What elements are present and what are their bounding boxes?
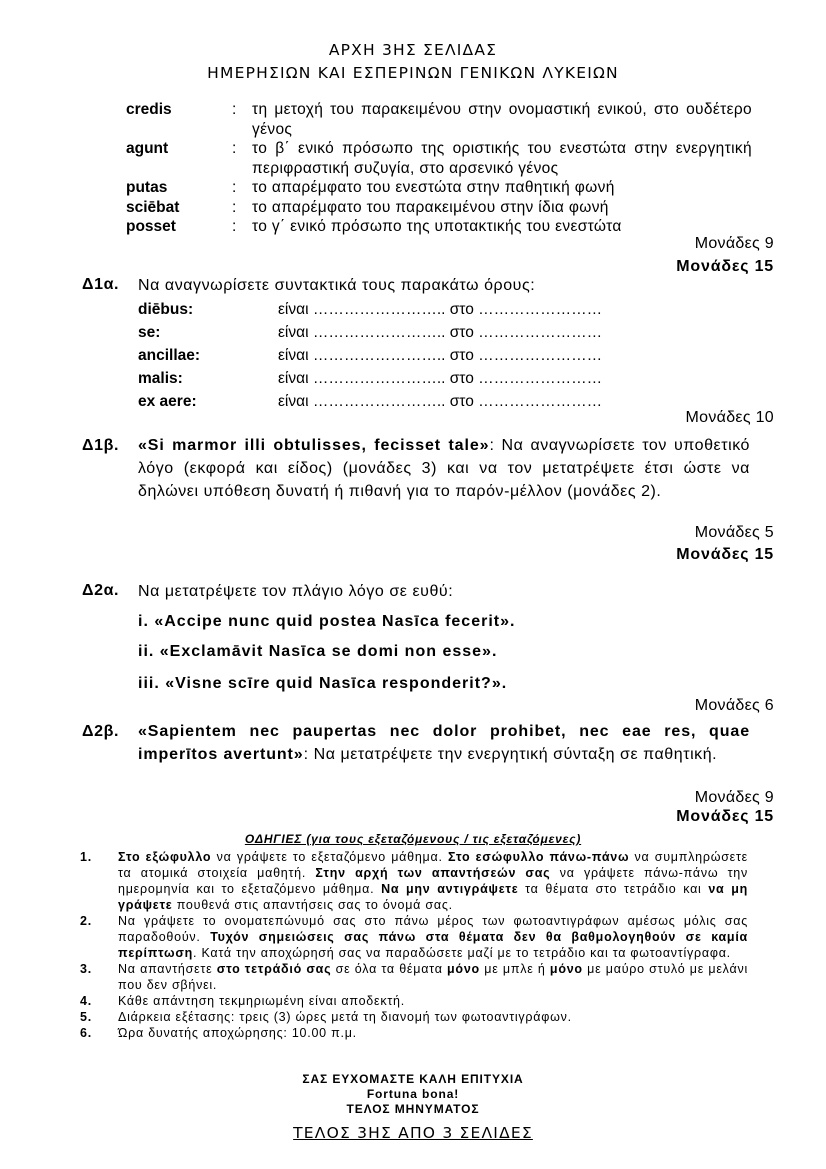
question-label-d1b: Δ1β.: [82, 437, 120, 454]
latin-sentence: iii. «Visne scīre quid Nasīca responderit?».: [138, 675, 508, 692]
closing-fortuna: Fortuna bona!: [366, 1087, 460, 1101]
monades-total: Μονάδες 15: [676, 258, 774, 275]
syntax-fill: είναι …………………….. στο ……………………: [278, 393, 603, 410]
term-colon: :: [232, 198, 237, 216]
syntax-row: [138, 390, 638, 413]
syntax-fill: είναι …………………….. στο ……………………: [278, 301, 603, 318]
syntax-term: ancillae:: [138, 347, 201, 364]
question-text-d2b: [138, 720, 750, 766]
monades-total: Μονάδες 15: [676, 808, 774, 825]
question-label-d1a: Δ1α.: [82, 276, 120, 293]
instruction-item: [80, 1009, 748, 1025]
instruction-text: Να απαντήσετε στο τετράδιό σας σε όλα τα θέματα μόνο με μπλε ή μόνο με μαύρο στυλό με μελάνι που δεν σβήνει.: [118, 962, 748, 992]
question-text-d2a: Να μετατρέψετε τον πλάγιο λόγο σε ευθύ:: [138, 583, 454, 600]
latin-quote: «Si marmor illi obtulisses, fecisset tale»: [138, 437, 490, 454]
term-row: [126, 139, 752, 178]
term-row: [126, 198, 752, 218]
term-word: putas: [126, 179, 168, 196]
monades-label: Μονάδες 9: [694, 235, 774, 252]
latin-quote: «Sapientem nec paupertas nec dolor prohibet, nec eae res, quae imperītos avertunt»: [138, 723, 750, 763]
syntax-row: [138, 344, 638, 367]
monades-label: Μονάδες 5: [694, 524, 774, 541]
closing-wish: ΣΑΣ ΕΥΧΟΜΑΣΤΕ ΚΑΛΗ ΕΠΙΤΥΧΙΑ: [302, 1072, 524, 1086]
question-instruction: : Να μετατρέψετε την ενεργητική σύνταξη σε παθητική.: [303, 746, 718, 763]
syntax-list: [138, 298, 638, 413]
instruction-number: 5.: [80, 1010, 92, 1024]
monades-total: Μονάδες 15: [676, 546, 774, 563]
question-text-d1b: [138, 434, 750, 503]
term-row: [126, 100, 752, 139]
monades-label: Μονάδες 9: [694, 789, 774, 806]
instruction-item: [80, 961, 748, 993]
term-description: το απαρέμφατο του παρακειμένου στην ίδια φωνή: [252, 198, 609, 216]
instruction-number: 3.: [80, 962, 92, 976]
instructions-title: ΟΔΗΓΙΕΣ (για τους εξεταζόμενους / τις εξεταζόμενες): [244, 832, 582, 846]
term-colon: :: [232, 179, 237, 196]
syntax-fill: είναι …………………….. στο ……………………: [278, 370, 603, 387]
page-header-line2: ΗΜΕΡΗΣΙΩΝ ΚΑΙ ΕΣΠΕΡΙΝΩΝ ΓΕΝΙΚΩΝ ΛΥΚΕΙΩΝ: [207, 64, 619, 82]
latin-sentence: i. «Accipe nunc quid postea Nasīca fecerit».: [138, 613, 516, 630]
instruction-text: Ώρα δυνατής αποχώρησης: 10.00 π.μ.: [118, 1026, 357, 1040]
question-text-d1a: Να αναγνωρίσετε συντακτικά τους παρακάτω όρους:: [138, 277, 536, 294]
instruction-number: 6.: [80, 1026, 92, 1040]
question-instruction: : Να αναγνωρίσετε τον υποθετικό λόγο (εκφορά και είδος) (μονάδες 3) και να τον μετατρέψετε έτσι ώστε να δηλώνει υπόθεση δυνατή ή πιθανή για το παρόν-μέλλον (μονάδες 2).: [138, 437, 750, 500]
term-row: [126, 178, 752, 198]
instruction-text: Να γράψετε το ονοματεπώνυμό σας στο πάνω μέρος των φωτοαντιγράφων αμέσως μόλις σας παραδοθούν. Τυχόν σημειώσεις σας πάνω στα θέματα δεν θα βαθμολογηθούν σε καμία περίπτωση. Κατά την αποχώρησή σας να παραδώσετε μαζί με το τετράδιο και τα φωτοαντίγραφα.: [118, 914, 748, 960]
term-description: το γ΄ ενικό πρόσωπο της υποτακτικής του ενεστώτα: [252, 218, 622, 235]
question-label-d2a: Δ2α.: [82, 582, 120, 599]
syntax-row: [138, 367, 638, 390]
term-colon: :: [232, 218, 237, 235]
syntax-row: [138, 321, 638, 344]
term-word: sciēbat: [126, 198, 180, 216]
instruction-text: Κάθε απάντηση τεκμηριωμένη είναι αποδεκτή.: [118, 994, 405, 1008]
instruction-number: 4.: [80, 994, 92, 1008]
question-label-d2b: Δ2β.: [82, 723, 120, 740]
syntax-term: se:: [138, 324, 161, 341]
term-row: [126, 217, 752, 237]
term-description: τη μετοχή του παρακειμένου στην ονομαστική ενικού, στο ουδέτερο γένος: [252, 101, 752, 138]
terms-list: [126, 100, 752, 237]
closing-end-message: ΤΕΛΟΣ ΜΗΝΥΜΑΤΟΣ: [346, 1102, 480, 1116]
instruction-item: [80, 913, 748, 961]
syntax-row: [138, 298, 638, 321]
term-word: credis: [126, 101, 172, 118]
term-word: agunt: [126, 140, 169, 157]
term-colon: :: [232, 101, 237, 118]
syntax-term: diēbus:: [138, 301, 194, 318]
syntax-fill: είναι …………………….. στο ……………………: [278, 324, 603, 341]
syntax-term: ex aere:: [138, 393, 197, 410]
syntax-term: malis:: [138, 370, 183, 387]
term-word: posset: [126, 218, 176, 235]
instruction-item: [80, 993, 748, 1009]
instruction-number: 2.: [80, 914, 92, 928]
instructions-list: [80, 849, 748, 1041]
term-colon: :: [232, 140, 237, 157]
instruction-item: [80, 849, 748, 913]
instruction-text: Στο εξώφυλλο να γράψετε το εξεταζόμενο μάθημα. Στο εσώφυλλο πάνω-πάνω να συμπληρώσετε τα ατομικά στοιχεία μαθητή. Στην αρχή των απαντήσεών σας να γράψετε πάνω-πάνω την ημερομηνία και το εξεταζόμενο μάθημα. Να μην αντιγράψετε τα θέματα στο τετράδιο και να μη γράψετε πουθενά στις απαντήσεις σας το όνομά σας.: [118, 850, 748, 912]
latin-sentence: ii. «Exclamāvit Nasīca se domi non esse».: [138, 643, 498, 660]
page-footer: ΤΕΛΟΣ 3ΗΣ ΑΠΟ 3 ΣΕΛΙΔΕΣ: [293, 1124, 533, 1142]
monades-label: Μονάδες 6: [694, 697, 774, 714]
instruction-text: Διάρκεια εξέτασης: τρεις (3) ώρες μετά τη διανομή των φωτοαντιγράφων.: [118, 1010, 572, 1024]
term-description: το β΄ ενικό πρόσωπο της οριστικής του ενεστώτα στην ενεργητική περιφραστική συζυγία, στο αρσενικό γένος: [252, 140, 752, 177]
term-description: το απαρέμφατο του ενεστώτα στην παθητική φωνή: [252, 179, 615, 196]
syntax-fill: είναι …………………….. στο ……………………: [278, 347, 603, 364]
instruction-number: 1.: [80, 850, 92, 864]
monades-label: Μονάδες 10: [685, 409, 774, 426]
instruction-item: [80, 1025, 748, 1041]
page-header-line1: ΑΡΧΗ 3ΗΣ ΣΕΛΙΔΑΣ: [328, 41, 498, 59]
